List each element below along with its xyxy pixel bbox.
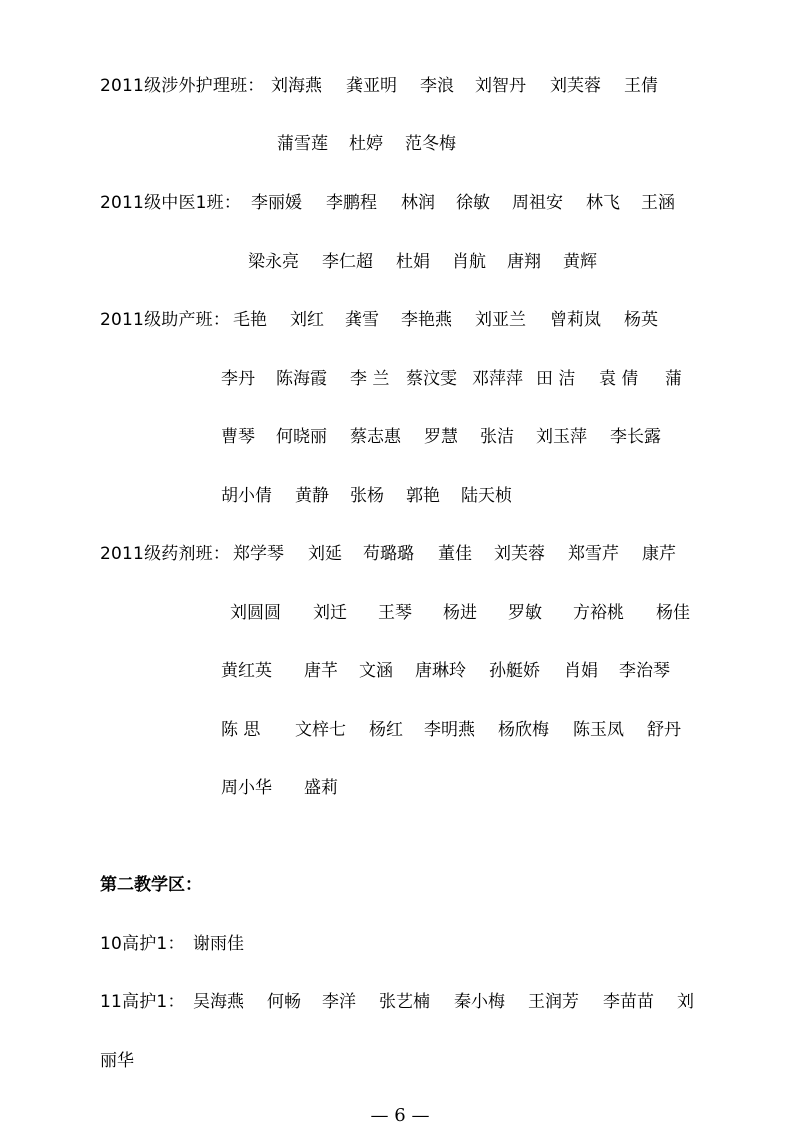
student-name: 周小华 <box>221 778 272 798</box>
student-name: 谢雨佳 <box>193 934 244 954</box>
student-name: 李仁超 <box>322 252 373 272</box>
student-name: 杜娟 <box>396 252 430 272</box>
student-name: 曾莉岚 <box>550 310 601 330</box>
student-name: 陆天桢 <box>461 486 512 506</box>
student-name: 黄辉 <box>563 252 597 272</box>
student-name: 杨进 <box>443 603 477 623</box>
class-row <box>0 191 800 215</box>
student-name: 舒丹 <box>647 720 681 740</box>
student-name: 刘海燕 <box>271 76 322 96</box>
class-row <box>0 250 800 274</box>
student-name: 肖航 <box>452 252 486 272</box>
student-name: 徐敏 <box>456 193 490 213</box>
student-name: 李鹏程 <box>326 193 377 213</box>
student-name: 盛莉 <box>304 778 338 798</box>
student-name: 何晓丽 <box>276 427 327 447</box>
student-name: 唐琳玲 <box>415 661 466 681</box>
student-name: 罗慧 <box>424 427 458 447</box>
class-row <box>0 74 800 98</box>
student-name: 文梓七 <box>295 720 346 740</box>
student-name: 王倩 <box>624 76 658 96</box>
student-name: 毛艳 <box>233 310 267 330</box>
class-label: 2011级药剂班： <box>100 544 231 564</box>
class-row <box>0 601 800 625</box>
class-row <box>0 659 800 683</box>
student-name: 胡小倩 <box>221 486 272 506</box>
student-name: 刘 <box>677 992 694 1012</box>
student-name: 唐翔 <box>507 252 541 272</box>
student-name: 刘延 <box>308 544 342 564</box>
student-name: 刘红 <box>290 310 324 330</box>
student-name: 丽华 <box>100 1051 134 1071</box>
student-name: 杜婷 <box>349 134 383 154</box>
class-row <box>0 776 800 800</box>
class-label: 11高护1： <box>100 992 185 1012</box>
student-name: 龚亚明 <box>346 76 397 96</box>
student-name: 陈玉凤 <box>573 720 624 740</box>
student-name: 刘玉萍 <box>536 427 587 447</box>
student-name: 陈海霞 <box>276 369 327 389</box>
student-name: 王涵 <box>641 193 675 213</box>
student-name: 刘圆圆 <box>230 603 281 623</box>
student-name: 林润 <box>401 193 435 213</box>
student-name: 刘芙蓉 <box>550 76 601 96</box>
student-name: 董佳 <box>438 544 472 564</box>
student-name: 龚雪 <box>345 310 379 330</box>
class-row <box>0 132 800 156</box>
student-name: 张洁 <box>480 427 514 447</box>
student-name: 范冬梅 <box>405 134 456 154</box>
student-name: 李浪 <box>420 76 454 96</box>
student-name: 李长露 <box>610 427 661 447</box>
section-title: 第二教学区： <box>100 875 202 895</box>
student-name: 方裕桃 <box>573 603 624 623</box>
class-label: 2011级助产班： <box>100 310 231 330</box>
student-name: 蒲 <box>665 369 682 389</box>
class-label: 2011级中医1班： <box>100 193 242 213</box>
student-name: 陈 思 <box>221 720 261 740</box>
student-name: 袁 倩 <box>599 369 639 389</box>
student-name: 刘智丹 <box>475 76 526 96</box>
student-name: 李苗苗 <box>603 992 654 1012</box>
student-name: 李艳燕 <box>401 310 452 330</box>
student-name: 李丽媛 <box>251 193 302 213</box>
student-name: 黄静 <box>295 486 329 506</box>
student-name: 邓萍萍 <box>472 369 523 389</box>
student-name: 王琴 <box>378 603 412 623</box>
class-row <box>0 484 800 508</box>
student-name: 李丹 <box>221 369 255 389</box>
student-name: 田 洁 <box>536 369 576 389</box>
student-name: 肖娟 <box>564 661 598 681</box>
student-name: 李治琴 <box>619 661 670 681</box>
student-name: 孙艇娇 <box>489 661 540 681</box>
student-name: 秦小梅 <box>454 992 505 1012</box>
class-row <box>0 718 800 742</box>
student-name: 李明燕 <box>424 720 475 740</box>
student-name: 杨红 <box>369 720 403 740</box>
student-name: 郭艳 <box>406 486 440 506</box>
student-name: 蔡志惠 <box>350 427 401 447</box>
class-row <box>0 542 800 566</box>
student-name: 杨英 <box>624 310 658 330</box>
student-name: 张艺楠 <box>379 992 430 1012</box>
student-name: 蔡汶雯 <box>406 369 457 389</box>
student-name: 郑学琴 <box>233 544 284 564</box>
class-row <box>0 308 800 332</box>
student-name: 李 兰 <box>350 369 390 389</box>
student-name: 黄红英 <box>221 661 272 681</box>
student-name: 刘芙蓉 <box>494 544 545 564</box>
student-name: 唐芊 <box>304 661 338 681</box>
student-name: 苟璐璐 <box>363 544 414 564</box>
student-name: 杨欣梅 <box>498 720 549 740</box>
student-name: 罗敏 <box>508 603 542 623</box>
section-heading-row <box>0 873 800 897</box>
class-row <box>0 367 800 391</box>
student-name: 梁永亮 <box>248 252 299 272</box>
student-name: 何畅 <box>267 992 301 1012</box>
student-name: 林飞 <box>586 193 620 213</box>
page-number: — 6 — <box>370 1105 430 1126</box>
student-name: 刘迁 <box>313 603 347 623</box>
student-name: 王润芳 <box>528 992 579 1012</box>
student-name: 杨佳 <box>656 603 690 623</box>
student-name: 李洋 <box>322 992 356 1012</box>
student-name: 张杨 <box>350 486 384 506</box>
class-row <box>0 932 800 956</box>
student-name: 文涵 <box>359 661 393 681</box>
class-row <box>0 1049 800 1073</box>
student-name: 周祖安 <box>512 193 563 213</box>
student-name: 曹琴 <box>221 427 255 447</box>
class-label: 2011级涉外护理班： <box>100 76 265 96</box>
student-name: 吴海燕 <box>193 992 244 1012</box>
class-row <box>0 990 800 1014</box>
class-row <box>0 425 800 449</box>
class-label: 10高护1： <box>100 934 185 954</box>
student-name: 刘亚兰 <box>475 310 526 330</box>
student-name: 郑雪芹 <box>568 544 619 564</box>
student-name: 蒲雪莲 <box>277 134 328 154</box>
student-name: 康芹 <box>642 544 676 564</box>
